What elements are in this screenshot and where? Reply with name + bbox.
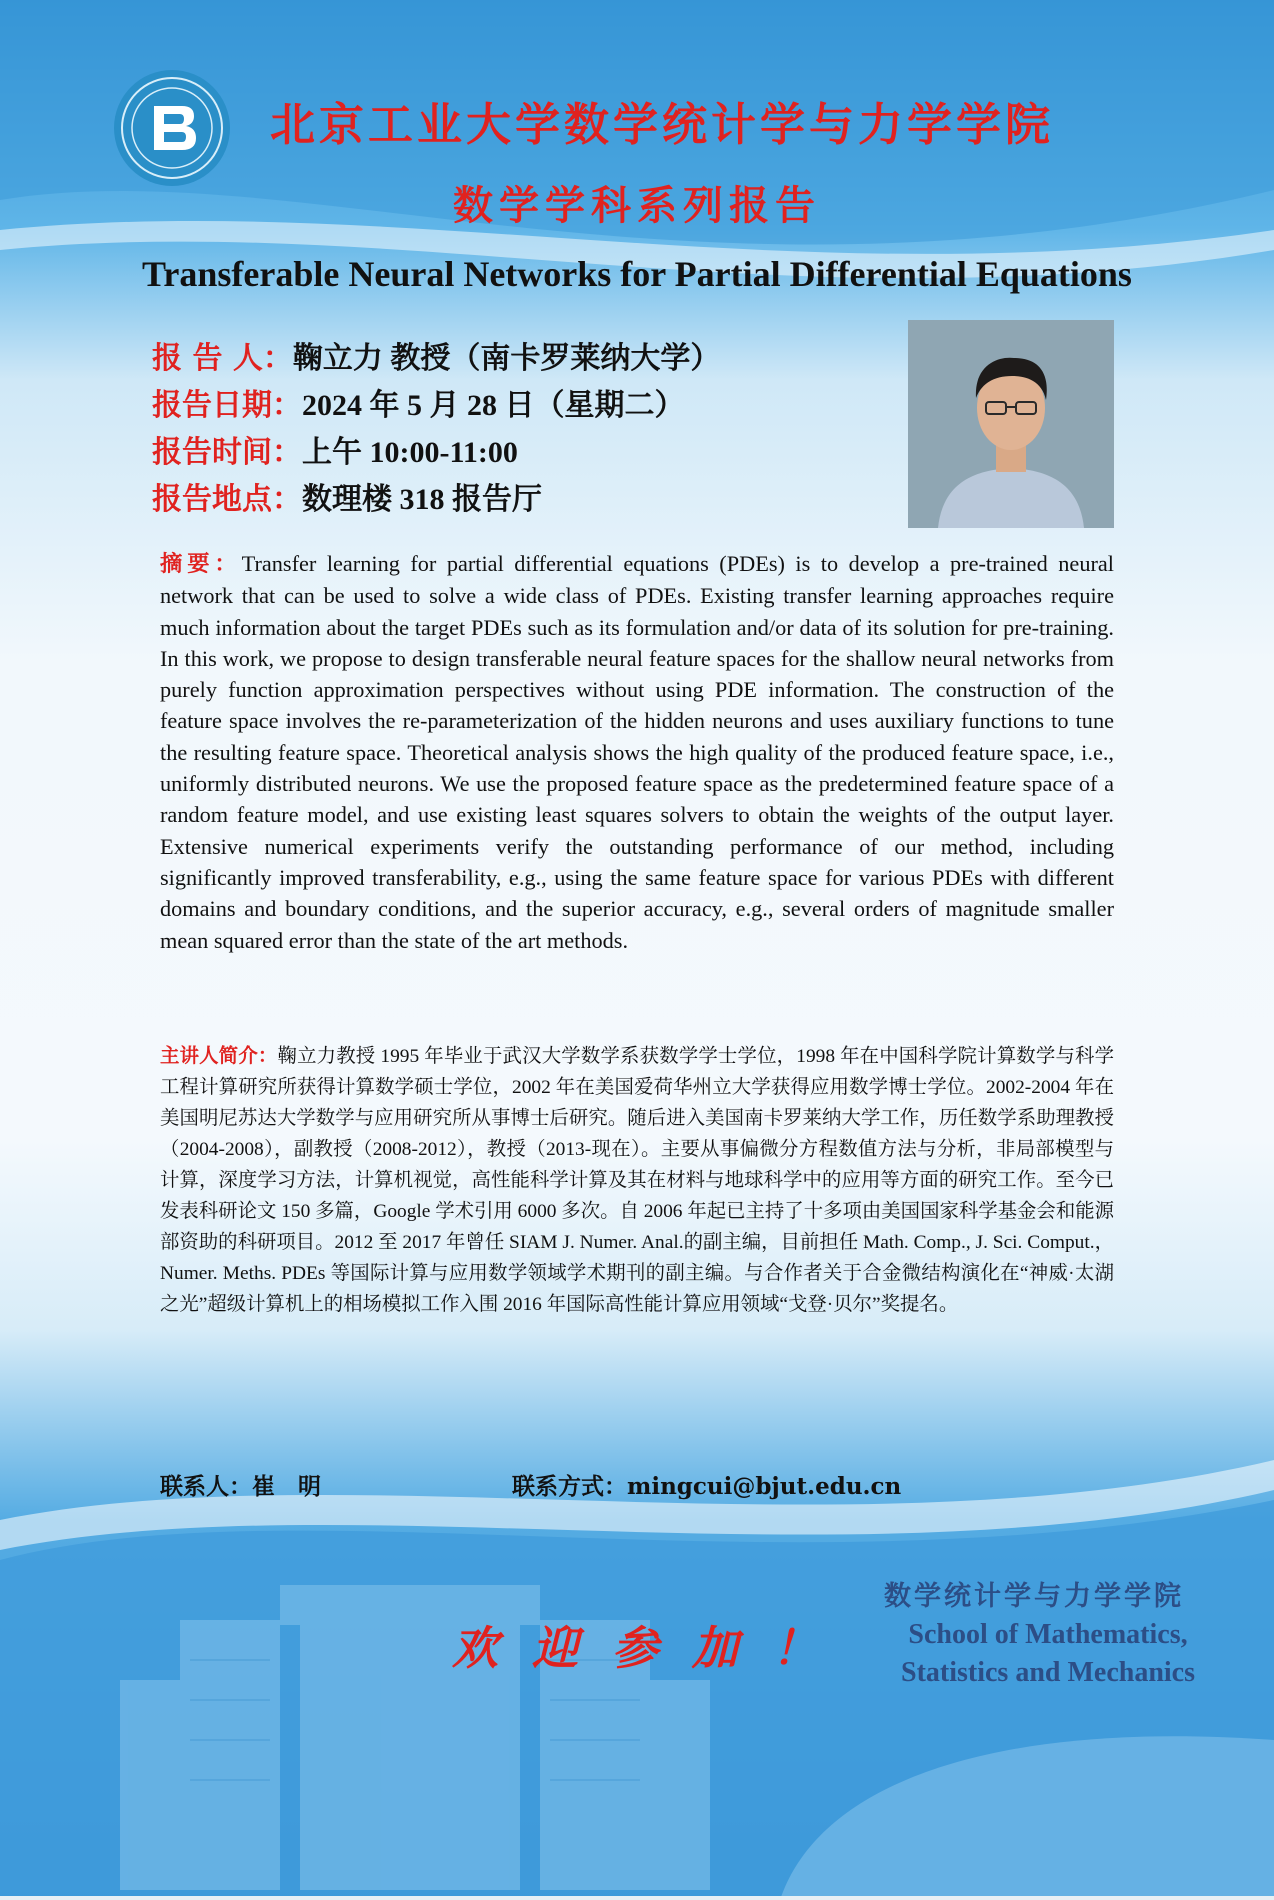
abstract-block [160, 548, 1114, 956]
bio-label: 主讲人简介： [160, 1044, 278, 1067]
speaker-photo [908, 320, 1114, 528]
school-name-en [868, 1616, 1228, 1692]
abstract-text: Transfer learning for partial differential equations (PDEs) is to develop a pre-trained neural network that can be used to solve a wide class of PDEs. Existing transfer learning approaches require much information about the target PDEs such as its formulation and/or data of its solution for pre-training. In this work, we propose to design transferable neural feature spaces for the shallow neural networks from purely function approximation perspectives without using PDE information. The construction of the feature space involves the re-parameterization of the hidden neurons and uses auxiliary functions to tune the resulting feature space. Theoretical analysis shows the high quality of the produced feature space, i.e., uniformly distributed neurons. We use the proposed feature space as the predetermined feature space of a random feature model, and use existing least squares solvers to obtain the weights of the output layer. Extensive numerical experiments verify the outstanding performance of our method, including significantly improved transferability, e.g., using the same feature space for various PDEs with different domains and boundary conditions, and the superior accuracy, e.g., several orders of magnitude smaller mean squared error than the state of the art methods. [160, 551, 1114, 953]
welcome-text: 欢迎参加！ [452, 1621, 852, 1675]
bottom-border [0, 1896, 1274, 1900]
info-label: 报告地点： [152, 482, 302, 517]
institution-title: 北京工业大学数学统计学与力学学院 [270, 98, 1055, 151]
series-title: 数学学科系列报告 [453, 182, 821, 229]
school-name-cn: 数学统计学与力学学院 [884, 1581, 1184, 1612]
info-label: 报 告 人： [152, 341, 293, 376]
info-time [152, 427, 720, 474]
contact-method: 联系方式：mingcui@bjut.edu.cn [512, 1473, 902, 1500]
bio-block [160, 1040, 1114, 1320]
school-name-en-line1: School of Mathematics, [908, 1619, 1188, 1650]
speaker-portrait-icon [908, 320, 1114, 528]
bio-text: 鞠立力教授 1995 年毕业于武汉大学数学系获数学学士学位，1998 年在中国科学院计算数学与科学工程计算研究所获得计算数学硕士学位，2002 年在美国爱荷华州立大学获得应用数学博士学位。2002-2004 年在美国明尼苏达大学数学与应用研究所从事博士后研究。随后进入美国南卡罗莱纳大学工作，历任数学系助理教授（2004-2008），副教授（2008-2012），教授（2013-现在）。主要从事偏微分方程数值方法与分析，非局部模型与计算，深度学习方法，计算机视觉，高性能科学计算及其在材料与地球科学中的应用等方面的研究工作。至今已发表科研论文 150 多篇，Google 学术引用 6000 多次。自 2006 年起已主持了十多项由美国国家科学基金会和能源部资助的科研项目。2012 至 2017 年曾任 SIAM J. Numer. Anal.的副主编，目前担任 Math. Comp., J. Sci. Comput.，Numer. Meths. PDEs 等国际计算与应用数学领域学术期刊的副主编。与合作者关于合金微结构演化在“神威·太湖之光”超级计算机上的相场模拟工作入围 2016 年国际高性能计算应用领域“戈登·贝尔”奖提名。 [160, 1046, 1114, 1315]
contact-person: 联系人：崔 明 [160, 1473, 321, 1500]
info-label: 报告日期： [152, 388, 302, 423]
talk-title: Transferable Neural Networks for Partial Differential Equations [142, 254, 1132, 294]
school-name-en-line2: Statistics and Mechanics [901, 1657, 1195, 1688]
info-label: 报告时间： [152, 435, 302, 470]
info-location [152, 474, 720, 521]
info-value: 2024 年 5 月 28 日（星期二） [302, 389, 685, 422]
info-value: 上午 10:00-11:00 [302, 436, 518, 469]
info-speaker [152, 333, 720, 380]
bjut-seal-icon [112, 68, 232, 188]
info-date [152, 380, 720, 427]
abstract-label: 摘要： [160, 551, 242, 577]
info-value: 鞠立力 教授（南卡罗莱纳大学） [292, 342, 721, 375]
talk-info [152, 333, 720, 521]
info-value: 数理楼 318 报告厅 [302, 483, 542, 516]
